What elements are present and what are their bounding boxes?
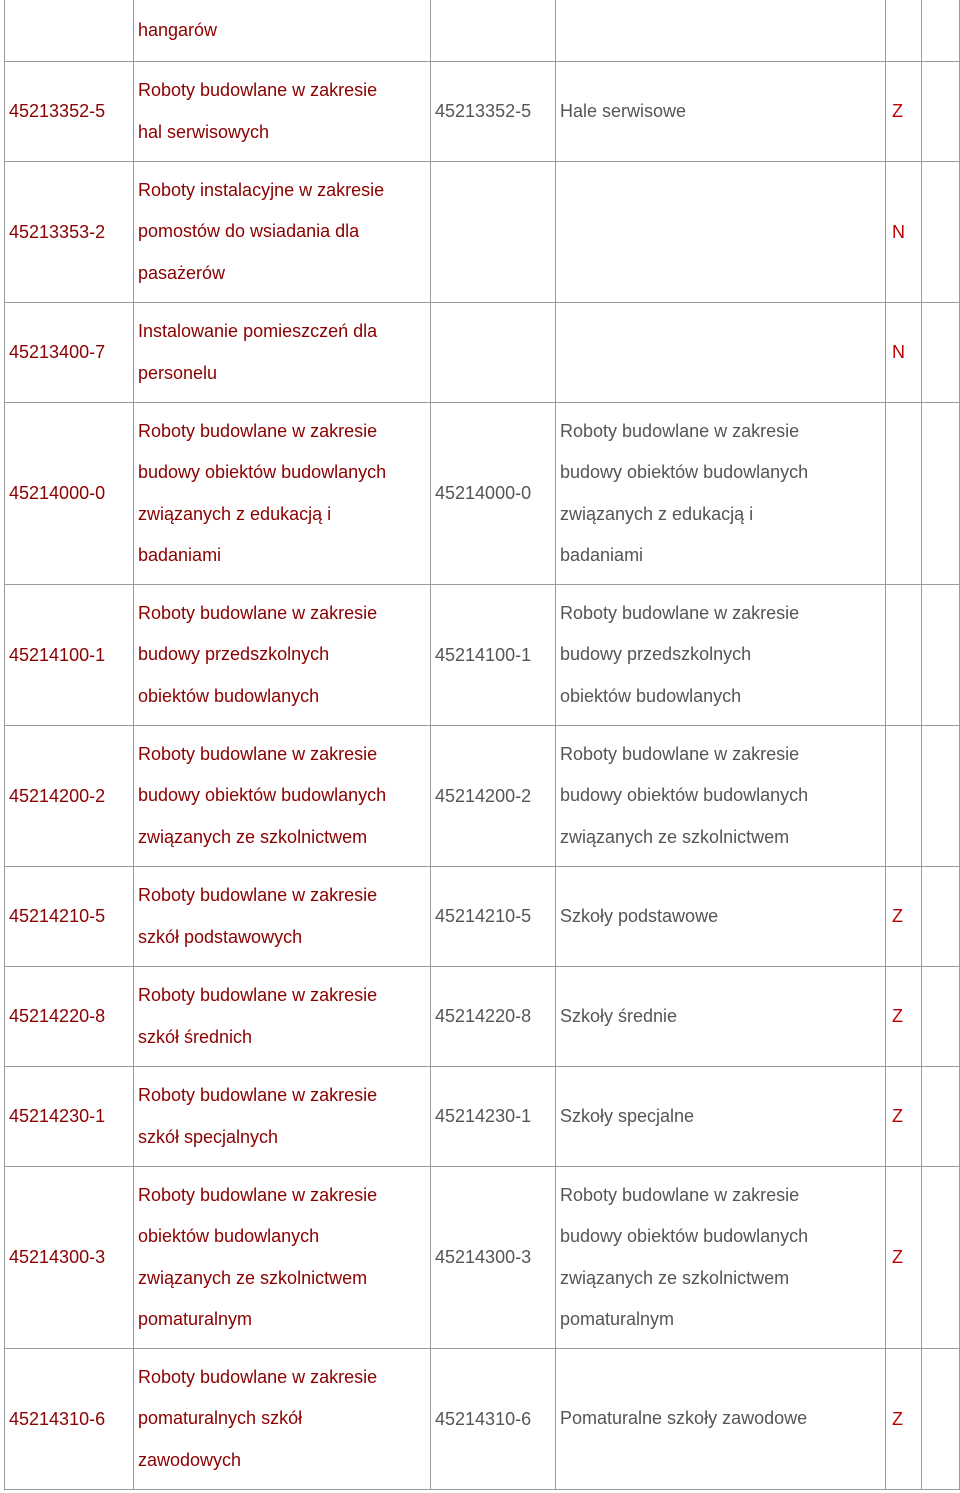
cpv-description-line: Roboty budowlane w zakresie	[138, 1366, 378, 1387]
cpv-description-line: szkół średnich	[138, 1026, 253, 1047]
extra-column	[922, 726, 960, 867]
table-row	[5, 1349, 960, 1490]
extra-column	[922, 303, 960, 403]
cpv-code	[5, 162, 134, 303]
mapped-description-line: badaniami	[560, 545, 644, 565]
mapped-description-line: Roboty budowlane w zakresie	[560, 743, 800, 764]
mapped-description-line: Szkoły podstawowe	[560, 905, 719, 926]
mapped-description-line: Roboty budowlane w zakresie	[560, 602, 800, 623]
status-flag-text: Z	[892, 1006, 903, 1026]
mapped-code	[431, 403, 556, 585]
mapped-description	[556, 162, 886, 303]
mapped-code	[431, 1167, 556, 1349]
cpv-table	[4, 0, 960, 1490]
cpv-code	[5, 62, 134, 162]
mapped-code-text: 45214000-0	[435, 483, 532, 503]
cpv-code-text: 45214300-3	[9, 1247, 106, 1267]
cpv-description-line: związanych ze szkolnictwem	[138, 1267, 368, 1288]
cpv-code	[5, 726, 134, 867]
mapped-code	[431, 1349, 556, 1490]
cpv-code-text: 45214230-1	[9, 1106, 106, 1126]
mapped-description-line: Szkoły średnie	[560, 1005, 678, 1026]
cpv-description-line: badaniami	[138, 545, 222, 565]
status-flag-text: N	[892, 221, 905, 242]
mapped-description-line: Hale serwisowe	[560, 100, 687, 121]
extra-column	[922, 1167, 960, 1349]
status-flag-text: Z	[892, 906, 903, 926]
cpv-code-text: 45213400-7	[9, 342, 106, 362]
table-row	[5, 62, 960, 162]
cpv-description-line: Roboty budowlane w zakresie	[138, 1085, 378, 1105]
mapped-code-text: 45214200-2	[435, 785, 532, 806]
cpv-description-line: Instalowanie pomieszczeń dla	[138, 321, 378, 341]
mapped-code	[431, 303, 556, 403]
mapped-description	[556, 726, 886, 867]
table-row	[5, 967, 960, 1067]
status-flag-text: Z	[892, 1408, 903, 1429]
cpv-code	[5, 967, 134, 1067]
cpv-description-line: pomaturalnym	[138, 1309, 253, 1329]
mapped-code-text: 45214230-1	[435, 1106, 532, 1126]
mapped-code	[431, 967, 556, 1067]
cpv-description	[134, 585, 431, 726]
cpv-description-line: zawodowych	[138, 1449, 242, 1470]
mapped-description-line: budowy obiektów budowlanych	[560, 1226, 809, 1246]
table-row	[5, 585, 960, 726]
cpv-description-line: związanych z edukacją i	[138, 503, 332, 524]
cpv-code-text: 45213352-5	[9, 101, 106, 121]
mapped-description	[556, 1167, 886, 1349]
mapped-description	[556, 1067, 886, 1167]
cpv-code	[5, 1349, 134, 1490]
cpv-description-line: budowy przedszkolnych	[138, 644, 330, 665]
cpv-description-line: pomostów do wsiadania dla	[138, 221, 360, 242]
cpv-description	[134, 303, 431, 403]
status-flag	[886, 726, 922, 867]
cpv-description	[134, 1349, 431, 1490]
mapped-description	[556, 0, 886, 62]
table-row	[5, 1067, 960, 1167]
mapped-code	[431, 0, 556, 62]
cpv-description	[134, 726, 431, 867]
mapped-description-line: Roboty budowlane w zakresie	[560, 1184, 800, 1205]
table-row	[5, 0, 960, 62]
mapped-code-text: 45213352-5	[435, 101, 532, 121]
cpv-description-line: Roboty budowlane w zakresie	[138, 80, 378, 100]
status-flag-text: Z	[892, 1247, 903, 1267]
cpv-code-text: 45214100-1	[9, 644, 106, 665]
cpv-description-line: personelu	[138, 362, 218, 383]
table-row	[5, 403, 960, 585]
extra-column	[922, 585, 960, 726]
status-flag-text: N	[892, 342, 905, 362]
table-row	[5, 726, 960, 867]
cpv-table-body	[5, 0, 960, 1490]
status-flag	[886, 403, 922, 585]
mapped-description-line: Pomaturalne szkoły zawodowe	[560, 1408, 808, 1429]
cpv-description-line: Roboty budowlane w zakresie	[138, 885, 378, 905]
mapped-description	[556, 303, 886, 403]
cpv-description	[134, 1167, 431, 1349]
cpv-description-line: związanych ze szkolnictwem	[138, 826, 368, 847]
cpv-description-line: hangarów	[138, 19, 218, 40]
cpv-code	[5, 1167, 134, 1349]
cpv-description	[134, 403, 431, 585]
cpv-description-line: pomaturalnych szkół	[138, 1408, 303, 1429]
cpv-description-line: Roboty budowlane w zakresie	[138, 743, 378, 764]
extra-column	[922, 867, 960, 967]
mapped-description	[556, 62, 886, 162]
table-row	[5, 162, 960, 303]
cpv-code	[5, 867, 134, 967]
cpv-description	[134, 162, 431, 303]
mapped-code-text: 45214100-1	[435, 644, 532, 665]
cpv-code	[5, 303, 134, 403]
extra-column	[922, 967, 960, 1067]
extra-column	[922, 62, 960, 162]
mapped-description-line: związanych ze szkolnictwem	[560, 826, 790, 847]
cpv-description-line: pasażerów	[138, 262, 226, 283]
mapped-code	[431, 585, 556, 726]
cpv-description	[134, 0, 431, 62]
cpv-code	[5, 585, 134, 726]
mapped-description-line: pomaturalnym	[560, 1309, 675, 1329]
mapped-code-text: 45214300-3	[435, 1247, 532, 1267]
extra-column	[922, 1349, 960, 1490]
mapped-description-line: związanych z edukacją i	[560, 503, 754, 524]
mapped-description-line: Szkoły specjalne	[560, 1105, 695, 1126]
status-flag-text: Z	[892, 101, 903, 121]
mapped-code-text: 45214210-5	[435, 906, 532, 926]
cpv-description-line: Roboty instalacyjne w zakresie	[138, 179, 385, 200]
mapped-description-line: Roboty budowlane w zakresie	[560, 420, 800, 441]
cpv-description	[134, 62, 431, 162]
cpv-code	[5, 403, 134, 585]
cpv-description-line: szkół specjalnych	[138, 1126, 279, 1147]
status-flag-text: Z	[892, 1106, 903, 1126]
mapped-description	[556, 585, 886, 726]
mapped-description	[556, 967, 886, 1067]
cpv-description-line: hal serwisowych	[138, 121, 270, 142]
extra-column	[922, 0, 960, 62]
table-row	[5, 303, 960, 403]
status-flag	[886, 867, 922, 967]
cpv-code-text: 45214220-8	[9, 1006, 106, 1026]
mapped-description-line: budowy obiektów budowlanych	[560, 785, 809, 806]
table-row	[5, 1167, 960, 1349]
cpv-code-text: 45213353-2	[9, 221, 106, 242]
cpv-description-line: budowy obiektów budowlanych	[138, 462, 387, 482]
cpv-description-line: Roboty budowlane w zakresie	[138, 602, 378, 623]
mapped-code-text: 45214310-6	[435, 1408, 532, 1429]
mapped-code-text: 45214220-8	[435, 1006, 532, 1026]
cpv-description-line: obiektów budowlanych	[138, 1226, 320, 1246]
mapped-description	[556, 403, 886, 585]
mapped-description	[556, 867, 886, 967]
mapped-code	[431, 726, 556, 867]
cpv-description-line: szkół podstawowych	[138, 926, 303, 947]
cpv-description-line: Roboty budowlane w zakresie	[138, 420, 378, 441]
status-flag	[886, 967, 922, 1067]
cpv-description-line: Roboty budowlane w zakresie	[138, 1184, 378, 1205]
extra-column	[922, 1067, 960, 1167]
status-flag	[886, 62, 922, 162]
mapped-description-line: związanych ze szkolnictwem	[560, 1267, 790, 1288]
extra-column	[922, 403, 960, 585]
mapped-code	[431, 867, 556, 967]
mapped-description-line: budowy przedszkolnych	[560, 644, 752, 665]
table-row	[5, 867, 960, 967]
status-flag	[886, 1167, 922, 1349]
cpv-description-line: Roboty budowlane w zakresie	[138, 985, 378, 1005]
mapped-code	[431, 1067, 556, 1167]
cpv-code-text: 45214200-2	[9, 785, 106, 806]
status-flag	[886, 1349, 922, 1490]
mapped-code	[431, 162, 556, 303]
cpv-description	[134, 867, 431, 967]
status-flag	[886, 162, 922, 303]
mapped-description	[556, 1349, 886, 1490]
cpv-description	[134, 967, 431, 1067]
status-flag	[886, 0, 922, 62]
mapped-description-line: obiektów budowlanych	[560, 685, 742, 706]
status-flag	[886, 1067, 922, 1167]
cpv-description	[134, 1067, 431, 1167]
cpv-description-line: budowy obiektów budowlanych	[138, 785, 387, 806]
cpv-code-text: 45214210-5	[9, 906, 106, 926]
extra-column	[922, 162, 960, 303]
cpv-code	[5, 0, 134, 62]
cpv-code-text: 45214310-6	[9, 1408, 106, 1429]
cpv-description-line: obiektów budowlanych	[138, 685, 320, 706]
status-flag	[886, 585, 922, 726]
mapped-code	[431, 62, 556, 162]
mapped-description-line: budowy obiektów budowlanych	[560, 462, 809, 482]
status-flag	[886, 303, 922, 403]
cpv-code-text: 45214000-0	[9, 483, 106, 503]
cpv-code	[5, 1067, 134, 1167]
